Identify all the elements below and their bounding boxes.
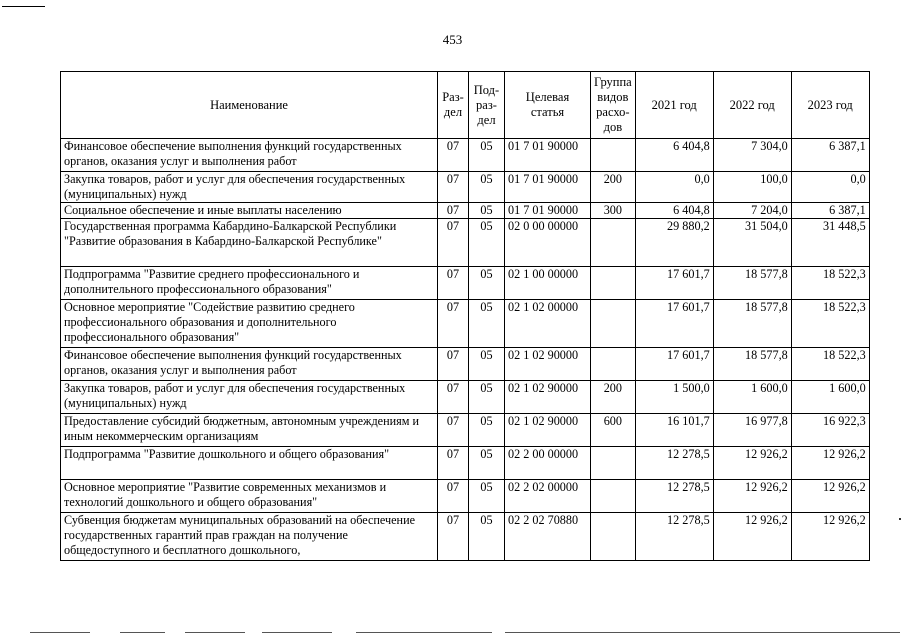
cell-razdel: 07 — [438, 203, 469, 219]
cell-expense-group — [591, 219, 636, 267]
cell-name: Социальное обеспечение и иные выплаты населению — [61, 203, 438, 219]
cell-year-2023: 12 926,2 — [791, 513, 869, 561]
table-row — [61, 447, 870, 480]
cell-target-article: 02 0 00 00000 — [505, 219, 591, 267]
cell-year-2021: 16 101,7 — [635, 414, 713, 447]
cell-razdel: 07 — [438, 414, 469, 447]
cell-razdel: 07 — [438, 139, 469, 172]
cell-target-article: 01 7 01 90000 — [505, 139, 591, 172]
cell-expense-group — [591, 348, 636, 381]
cell-name: Основное мероприятие "Содействие развитию среднего профессионального образования и дополнительного профессионального образования" — [61, 300, 438, 348]
table-row — [61, 513, 870, 561]
table-row — [61, 348, 870, 381]
cell-name: Государственная программа Кабардино-Балкарской Республики "Развитие образования в Кабардино-Балкарской Республике" — [61, 219, 438, 267]
header-razdel: Раз- дел — [438, 72, 469, 139]
table-row — [61, 203, 870, 219]
cell-expense-group: 300 — [591, 203, 636, 219]
table-header-row — [61, 72, 870, 139]
cell-year-2022: 7 304,0 — [713, 139, 791, 172]
cell-year-2021: 6 404,8 — [635, 139, 713, 172]
cell-year-2021: 0,0 — [635, 172, 713, 203]
cell-name: Основное мероприятие "Развитие современных механизмов и технологий дошкольного и общего образования" — [61, 480, 438, 513]
cell-year-2023: 16 922,3 — [791, 414, 869, 447]
cell-year-2022: 18 577,8 — [713, 300, 791, 348]
cell-podrazdel: 05 — [469, 414, 505, 447]
cell-name: Подпрограмма "Развитие дошкольного и общего образования" — [61, 447, 438, 480]
cell-year-2022: 100,0 — [713, 172, 791, 203]
cell-target-article: 02 1 00 00000 — [505, 267, 591, 300]
cell-year-2021: 17 601,7 — [635, 348, 713, 381]
cell-year-2023: 6 387,1 — [791, 203, 869, 219]
cell-year-2021: 12 278,5 — [635, 447, 713, 480]
cell-podrazdel: 05 — [469, 267, 505, 300]
cell-year-2023: 18 522,3 — [791, 267, 869, 300]
cell-podrazdel: 05 — [469, 300, 505, 348]
cell-year-2022: 31 504,0 — [713, 219, 791, 267]
top-edge-line — [2, 6, 45, 7]
cell-name: Подпрограмма "Развитие среднего профессионального и дополнительного профессионального образования" — [61, 267, 438, 300]
cell-expense-group — [591, 513, 636, 561]
table-row — [61, 172, 870, 203]
header-year-2021: 2021 год — [635, 72, 713, 139]
header-podrazdel: Под- раз- дел — [469, 72, 505, 139]
cell-target-article: 01 7 01 90000 — [505, 172, 591, 203]
cell-podrazdel: 05 — [469, 513, 505, 561]
cell-year-2023: 18 522,3 — [791, 300, 869, 348]
cell-expense-group — [591, 480, 636, 513]
cell-podrazdel: 05 — [469, 348, 505, 381]
cell-razdel: 07 — [438, 513, 469, 561]
cell-name: Закупка товаров, работ и услуг для обеспечения государственных (муниципальных) нужд — [61, 172, 438, 203]
cell-year-2023: 0,0 — [791, 172, 869, 203]
cell-podrazdel: 05 — [469, 219, 505, 267]
cell-target-article: 02 1 02 90000 — [505, 381, 591, 414]
cell-year-2022: 18 577,8 — [713, 267, 791, 300]
header-year-2022: 2022 год — [713, 72, 791, 139]
cell-razdel: 07 — [438, 172, 469, 203]
cell-expense-group — [591, 267, 636, 300]
cell-expense-group: 200 — [591, 172, 636, 203]
table-row — [61, 267, 870, 300]
table-row — [61, 414, 870, 447]
table-row — [61, 480, 870, 513]
cell-year-2021: 17 601,7 — [635, 300, 713, 348]
cell-year-2023: 6 387,1 — [791, 139, 869, 172]
cell-target-article: 02 2 02 00000 — [505, 480, 591, 513]
cell-year-2023: 31 448,5 — [791, 219, 869, 267]
cell-name: Предоставление субсидий бюджетным, автономным учреждениям и иным некоммерческим организациям — [61, 414, 438, 447]
cell-year-2022: 7 204,0 — [713, 203, 791, 219]
table-body — [61, 139, 870, 561]
cell-year-2021: 29 880,2 — [635, 219, 713, 267]
cell-year-2022: 16 977,8 — [713, 414, 791, 447]
cell-expense-group — [591, 139, 636, 172]
cell-target-article: 02 1 02 90000 — [505, 348, 591, 381]
cell-podrazdel: 05 — [469, 447, 505, 480]
cell-expense-group — [591, 447, 636, 480]
cell-target-article: 02 1 02 90000 — [505, 414, 591, 447]
cell-year-2021: 17 601,7 — [635, 267, 713, 300]
header-expense-group: Группа видов расхо- дов — [591, 72, 636, 139]
bottom-edge-lines — [0, 632, 905, 636]
cell-razdel: 07 — [438, 447, 469, 480]
cell-razdel: 07 — [438, 348, 469, 381]
cell-year-2023: 12 926,2 — [791, 447, 869, 480]
cell-podrazdel: 05 — [469, 139, 505, 172]
scan-dot — [899, 518, 901, 520]
cell-podrazdel: 05 — [469, 381, 505, 414]
cell-expense-group — [591, 300, 636, 348]
cell-razdel: 07 — [438, 381, 469, 414]
cell-podrazdel: 05 — [469, 480, 505, 513]
cell-year-2022: 18 577,8 — [713, 348, 791, 381]
cell-name: Финансовое обеспечение выполнения функций государственных органов, оказания услуг и выполнения работ — [61, 348, 438, 381]
cell-target-article: 02 2 00 00000 — [505, 447, 591, 480]
cell-target-article: 01 7 01 90000 — [505, 203, 591, 219]
cell-year-2023: 12 926,2 — [791, 480, 869, 513]
header-target-article: Целевая статья — [505, 72, 591, 139]
cell-year-2021: 12 278,5 — [635, 513, 713, 561]
page-number: 453 — [442, 32, 463, 47]
cell-year-2021: 12 278,5 — [635, 480, 713, 513]
cell-year-2021: 1 500,0 — [635, 381, 713, 414]
cell-name: Закупка товаров, работ и услуг для обеспечения государственных (муниципальных) нужд — [61, 381, 438, 414]
cell-razdel: 07 — [438, 480, 469, 513]
cell-name: Финансовое обеспечение выполнения функций государственных органов, оказания услуг и выполнения работ — [61, 139, 438, 172]
header-year-2023: 2023 год — [791, 72, 869, 139]
cell-expense-group: 200 — [591, 381, 636, 414]
table-row — [61, 219, 870, 267]
cell-year-2021: 6 404,8 — [635, 203, 713, 219]
cell-podrazdel: 05 — [469, 203, 505, 219]
table-row — [61, 381, 870, 414]
cell-razdel: 07 — [438, 219, 469, 267]
cell-name: Субвенция бюджетам муниципальных образований на обеспечение государственных гарантий прав граждан на получение общедоступного и бесплатного дошкольного, — [61, 513, 438, 561]
cell-target-article: 02 2 02 70880 — [505, 513, 591, 561]
cell-year-2023: 1 600,0 — [791, 381, 869, 414]
table-row — [61, 300, 870, 348]
cell-razdel: 07 — [438, 267, 469, 300]
cell-year-2022: 12 926,2 — [713, 480, 791, 513]
cell-year-2022: 12 926,2 — [713, 513, 791, 561]
cell-razdel: 07 — [438, 300, 469, 348]
cell-target-article: 02 1 02 00000 — [505, 300, 591, 348]
header-name: Наименование — [61, 72, 438, 139]
cell-expense-group: 600 — [591, 414, 636, 447]
table-row — [61, 139, 870, 172]
cell-year-2022: 1 600,0 — [713, 381, 791, 414]
cell-podrazdel: 05 — [469, 172, 505, 203]
budget-table — [60, 71, 870, 561]
cell-year-2023: 18 522,3 — [791, 348, 869, 381]
cell-year-2022: 12 926,2 — [713, 447, 791, 480]
